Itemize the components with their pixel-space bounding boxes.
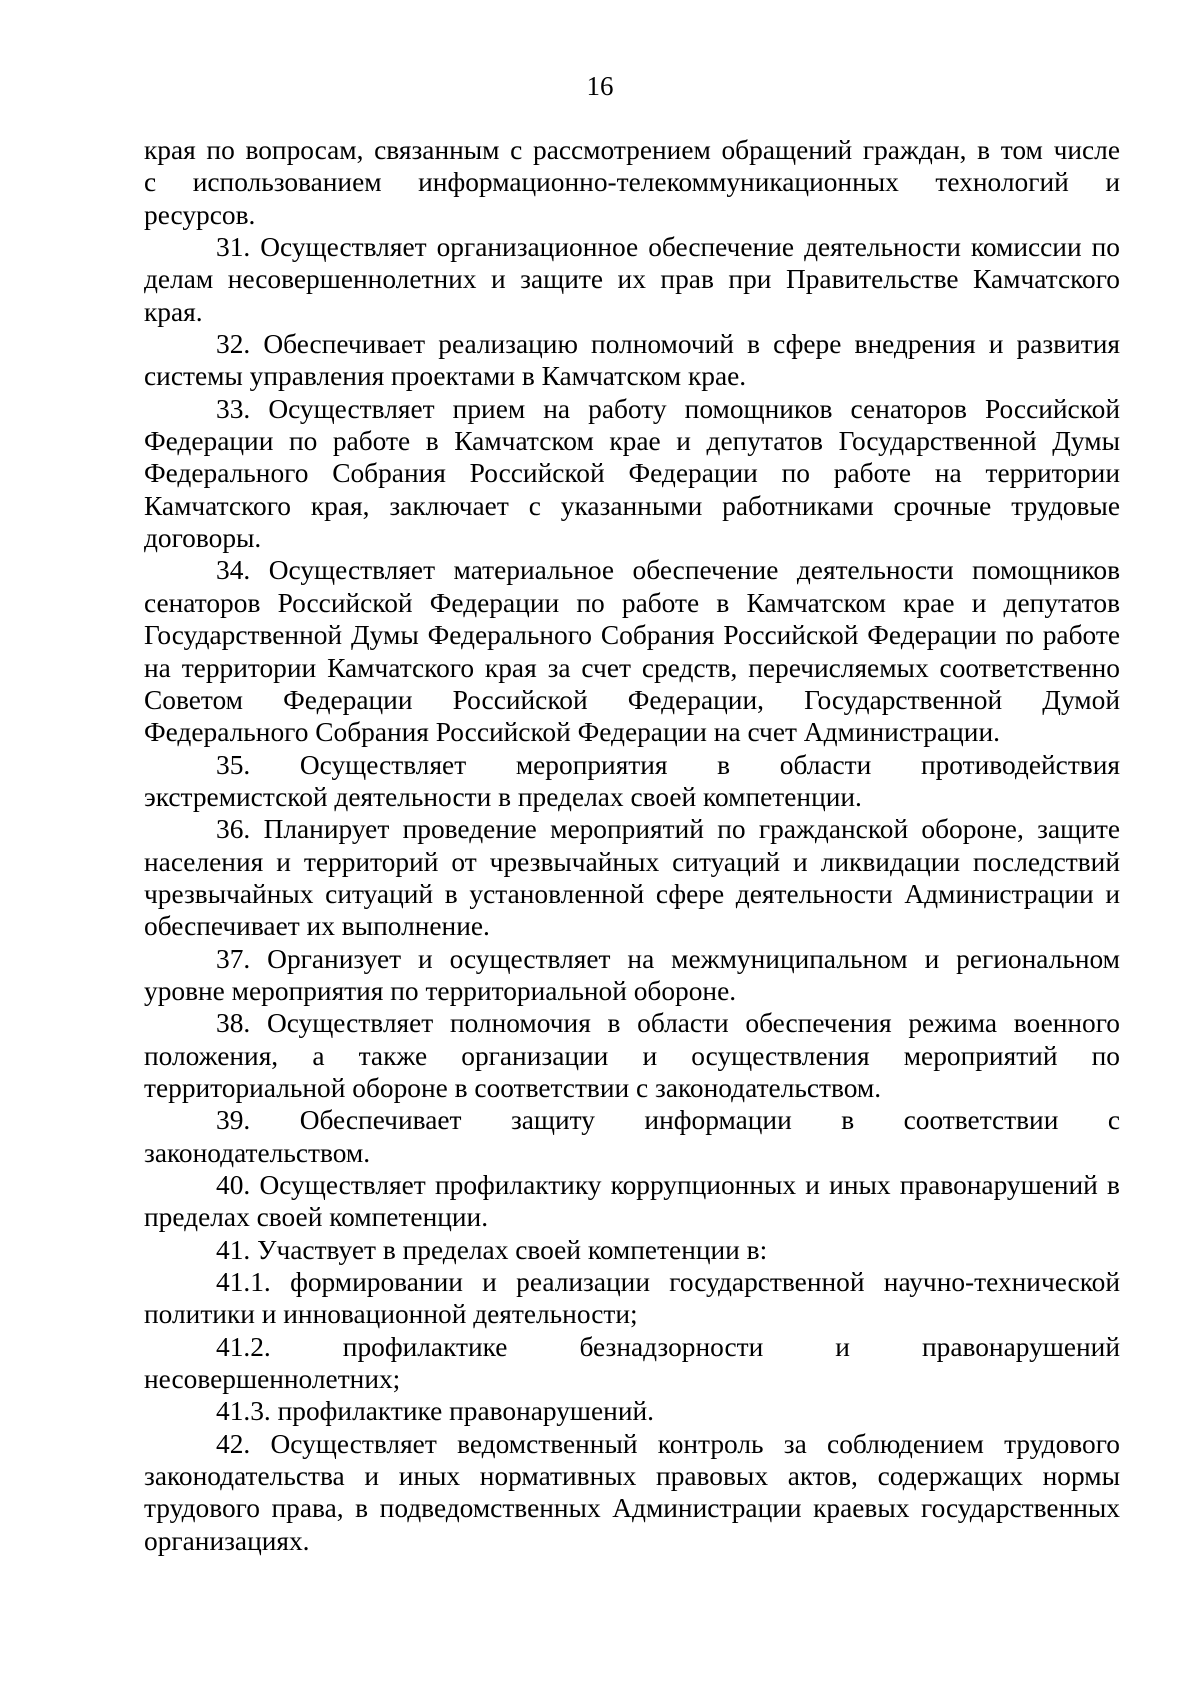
- page-number: 16: [586, 71, 614, 101]
- paragraph-41-3: 41.3. профилактике правонарушений.: [216, 1396, 654, 1427]
- paragraph-41-2-line-1: 41.2. профилактике безнадзорности и правонарушений: [216, 1331, 1120, 1362]
- paragraph-32: 32. Обеспечивает реализацию полномочий в сфере внедрения и развития системы управления проектами в Камчатском крае.: [144, 329, 1120, 392]
- paragraph-41-1: 41.1. формировании и реализации государственной научно-технической политики и инновационной деятельности;: [144, 1267, 1120, 1330]
- paragraph-40: 40. Осуществляет профилактику коррупционных и иных правонарушений в пределах своей компетенции.: [144, 1170, 1120, 1233]
- paragraph-39-line-1: 39. Обеспечивает защиту информации в соответствии с: [216, 1105, 1120, 1136]
- paragraph-36: 36. Планирует проведение мероприятий по гражданской обороне, защите населения и территорий от чрезвычайных ситуаций и ликвидации последствий чрезвычайных ситуаций в установленной сфере деятельности Администрации и обеспечивает их выполнение.: [144, 814, 1120, 942]
- paragraph-continuation-line-3: ресурсов.: [144, 199, 256, 230]
- paragraph-35-line-2: экстремистской деятельности в пределах своей компетенции.: [144, 781, 862, 812]
- paragraph-34: 34. Осуществляет материальное обеспечение деятельности помощников сенаторов Российской Федерации по работе в Камчатском крае и депутатов Государственной Думы Федерального Собрания Российской Федерации по работе на территории Камчатского края за счет средств, перечисляемых соответственно Советом Федерации Российской Федерации, Государственной Думой Федерального Собрания Российской Федерации на счет Администрации.: [144, 555, 1120, 748]
- paragraph-37: 37. Организует и осуществляет на межмуниципальном и региональном уровне мероприятия по территориальной обороне.: [144, 943, 1120, 1006]
- paragraph-38: 38. Осуществляет полномочия в области обеспечения режима военного положения, а также организации и осуществления мероприятий по территориальной обороне в соответствии с законодательством.: [144, 1008, 1120, 1103]
- document-body: [144, 134, 1120, 1557]
- paragraph-continuation-line-1: края по вопросам, связанным с рассмотрением обращений граждан, в том числе: [144, 135, 1120, 165]
- paragraph-41: 41. Участвует в пределах своей компетенции в:: [216, 1234, 768, 1265]
- paragraph-39-line-2: законодательством.: [144, 1137, 371, 1168]
- paragraph-31: 31. Осуществляет организационное обеспечение деятельности комиссии по делам несовершеннолетних и защите их прав при Правительстве Камчатского края.: [144, 232, 1120, 327]
- paragraph-42: 42. Осуществляет ведомственный контроль за соблюдением трудового законодательства и иных нормативных правовых актов, содержащих нормы трудового права, в подведомственных Администрации краевых государственных организациях.: [144, 1428, 1120, 1556]
- paragraph-continuation-line-2: с использованием информационно-телекоммуникационных технологий и: [144, 167, 1120, 198]
- paragraph-35-line-1: 35. Осуществляет мероприятия в области противодействия: [216, 749, 1120, 780]
- paragraph-41-2-line-2: несовершеннолетних;: [144, 1364, 401, 1395]
- paragraph-33: 33. Осуществляет прием на работу помощников сенаторов Российской Федерации по работе в Камчатском крае и депутатов Государственной Думы Федерального Собрания Российской Федерации по работе на территории Камчатского края, заключает с указанными работниками срочные трудовые договоры.: [144, 393, 1120, 554]
